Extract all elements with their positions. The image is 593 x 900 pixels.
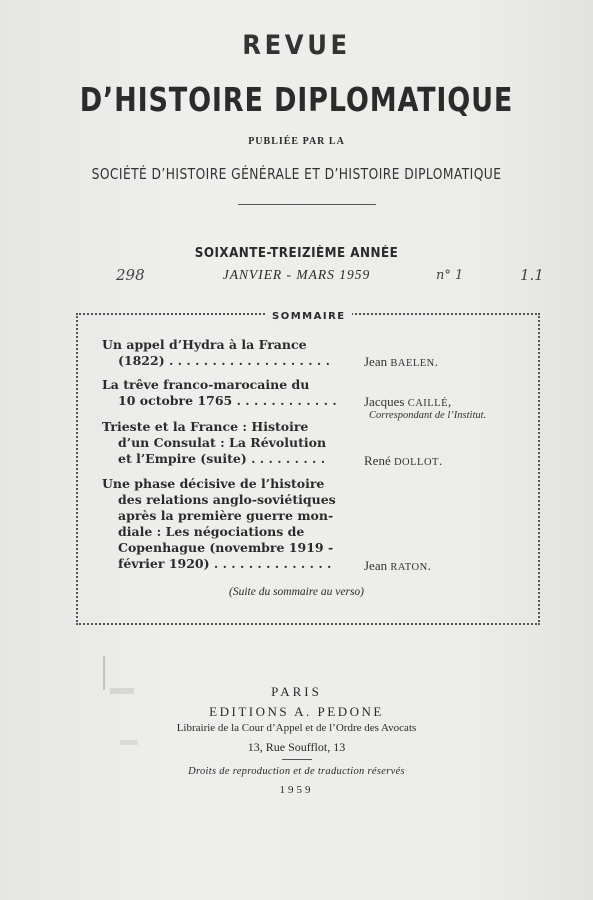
publication-year: 1959	[279, 784, 314, 796]
author-first-name: René	[364, 453, 394, 468]
issue-date: JANVIER - MARS 1959	[222, 267, 371, 282]
author-first-name: Jean	[364, 558, 391, 573]
scan-mark	[103, 656, 105, 690]
scan-smudge	[110, 688, 134, 694]
handwritten-note-right-b: 1.1	[520, 266, 544, 284]
sommaire-continued-note: (Suite du sommaire au verso)	[229, 586, 364, 598]
author-first-name: Jean	[364, 354, 391, 369]
toc-entry	[102, 377, 337, 409]
author-suffix: .	[434, 354, 439, 369]
author-suffix: .	[427, 558, 431, 573]
toc-entry-line: Un appel d’Hydra à la France	[102, 337, 307, 352]
toc-entry-line: Trieste et la France : Histoire	[102, 419, 309, 434]
handwritten-note-right-a: n° 1	[436, 268, 464, 283]
toc-entry-line: après la première guerre mon-	[118, 508, 334, 523]
toc-author	[364, 394, 451, 410]
author-last-name: CAILLÉ	[407, 398, 449, 409]
handwritten-note-left: 298	[116, 266, 145, 284]
toc-entry-line: La trêve franco-marocaine du	[102, 377, 310, 392]
divider-rule-small	[282, 759, 312, 760]
toc-entry-line: 10 octobre 1765 . . . . . . . . . . . .	[118, 393, 337, 408]
year-label: SOIXANTE-TREIZIÈME ANNÉE	[194, 246, 399, 261]
published-by-label: PUBLIÉE PAR LA	[248, 136, 345, 147]
toc-entry	[102, 419, 330, 467]
toc-entry-line: diale : Les négociations de	[118, 524, 305, 539]
toc-entry-line: Une phase décisive de l’histoire	[102, 476, 325, 491]
society-name: SOCIÉTÉ D’HISTOIRE GÉNÉRALE ET D’HISTOIRE DIPLOMATIQUE	[91, 165, 502, 183]
toc-entry-line: (1822) . . . . . . . . . . . . . . . . . . .	[118, 353, 330, 368]
toc-entry-line: des relations anglo-soviétiques	[118, 492, 336, 507]
author-affiliation: Correspondant de l’Institut.	[369, 410, 487, 421]
toc-author	[364, 558, 431, 574]
author-suffix: ,	[448, 394, 452, 409]
publisher-description: Librairie de la Cour d’Appel et de l’Ordre des Avocats	[176, 722, 417, 734]
author-last-name: BAELEN	[390, 358, 435, 369]
journal-title: D’HISTOIRE DIPLOMATIQUE	[79, 80, 514, 119]
toc-author	[364, 453, 442, 469]
author-last-name: RATON	[390, 562, 428, 573]
scan-smudge	[120, 740, 138, 745]
author-suffix: .	[438, 453, 443, 468]
toc-entry-line: février 1920) . . . . . . . . . . . . . .	[118, 556, 332, 571]
publisher-name: EDITIONS A. PEDONE	[209, 704, 384, 719]
publisher-address: 13, Rue Soufflot, 13	[247, 740, 346, 754]
toc-entry-line: et l’Empire (suite) . . . . . . . . .	[118, 451, 326, 466]
author-last-name: DOLLOT	[393, 457, 439, 468]
toc-entry	[102, 476, 336, 572]
toc-entry-line: Copenhague (novembre 1919 -	[118, 540, 334, 555]
toc-author	[364, 354, 438, 370]
sommaire-label: SOMMAIRE	[266, 311, 352, 322]
publisher-city: PARIS	[271, 684, 322, 699]
toc-entry-line: d’un Consulat : La Révolution	[118, 435, 327, 450]
rights-notice: Droits de reproduction et de traduction réservés	[188, 766, 405, 777]
toc-entry	[102, 337, 330, 369]
revue-heading: REVUE	[242, 30, 351, 61]
author-first-name: Jacques	[364, 394, 408, 409]
divider-rule	[238, 204, 376, 205]
